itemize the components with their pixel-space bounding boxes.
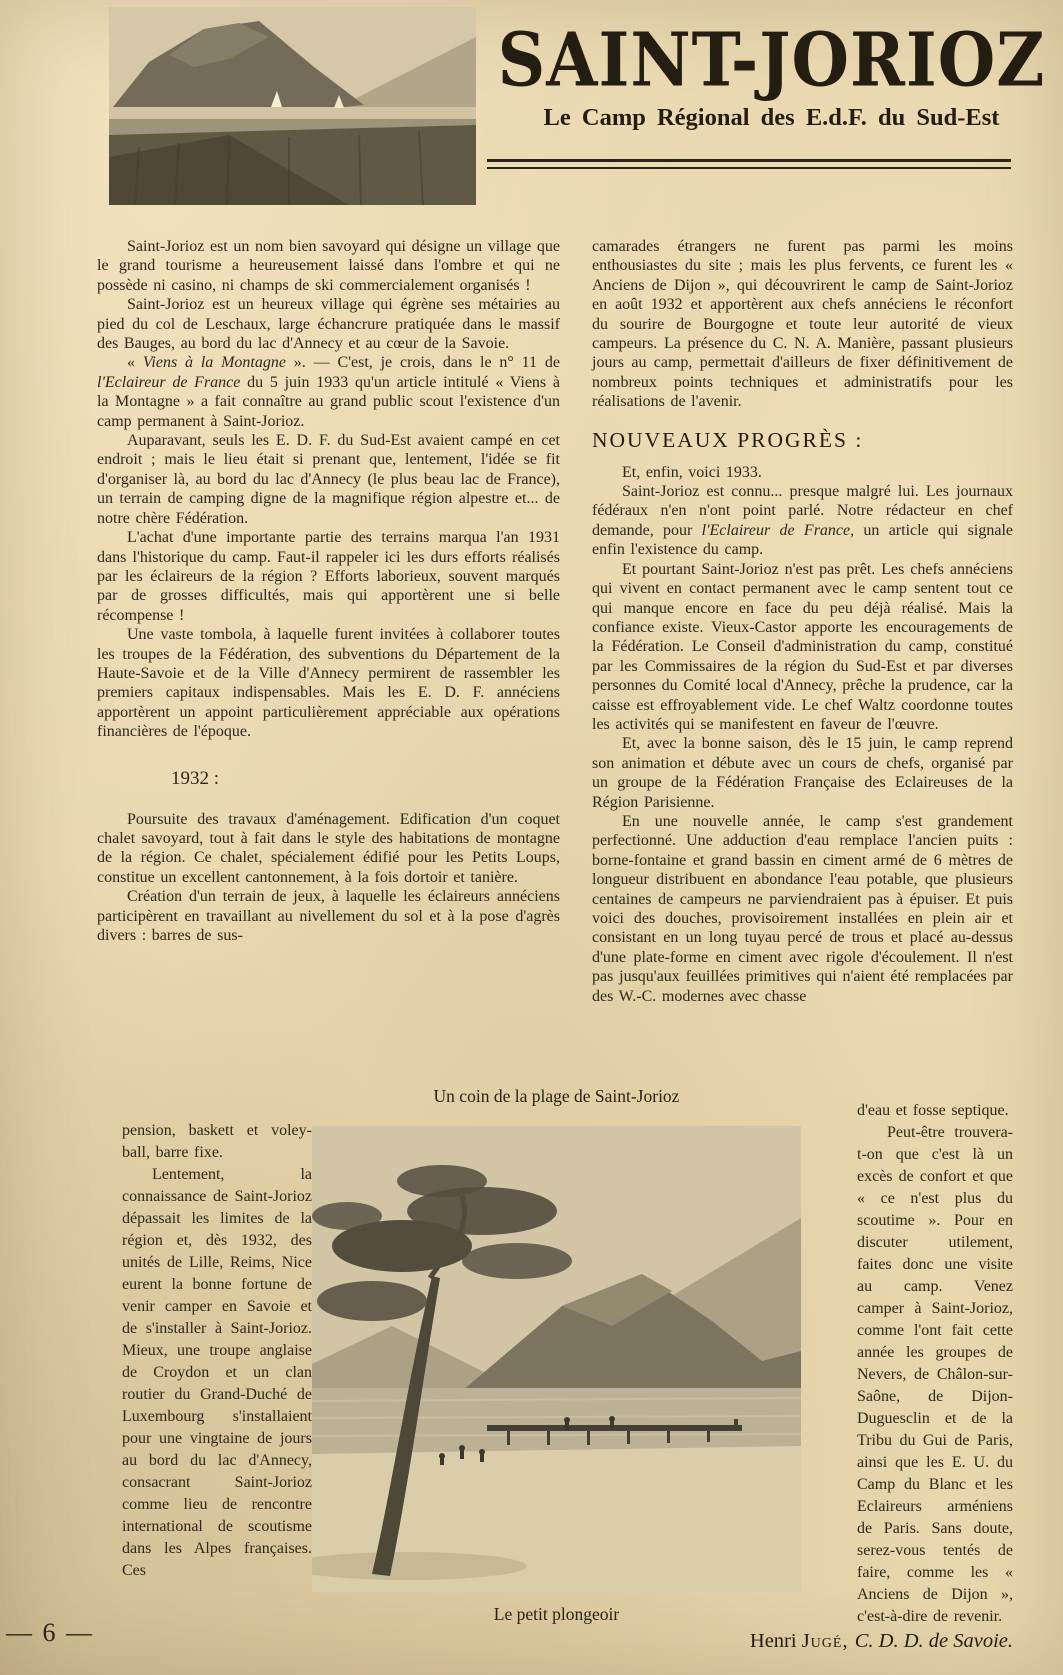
paragraph: Saint-Jorioz est connu... presque malgré lui. Les journaux fédéraux n'en n'ont point parlé. Notre rédacteur en chef demande, pour l'Eclaireur de France, un article qui signale enfin l'existence du camp. [592,483,1013,559]
beach-photo-art [312,1126,801,1592]
mountain-lake-photo [109,7,476,205]
article-subtitle: Le Camp Régional des E.d.F. du Sud-Est [543,104,1000,131]
paragraph: L'achat d'une importante partie des terrains marqua l'an 1931 dans l'historique du camp. Faut-il rappeler ici les durs efforts réalisés par les éclaireurs de la région ? Efforts laborieux, souvent marqués par de grosses difficultés, mais qui apportèrent une si belle récompense ! [97,529,560,624]
paragraph: Lentement, la connaissance de Saint-Jorioz dépassait les limites de la région et, dès 1932, des unités de Lille, Reims, Nice eurent la bonne fortune de venir camper en Savoie et de s'installer à Saint-Jorioz. Mieux, une troupe anglaise de Croydon et un clan routier du Grand-Duché de Luxembourg s'installaient pour une vingtaine de jours au bord du lac d'Annecy, consacrant Saint-Jorioz comme lieu de rencontre international de scoutisme dans les Alpes françaises. Ces [122,1166,312,1579]
paragraph: Et, avec la bonne saison, dès le 15 juin, le camp reprend son animation et débute avec un cours de chefs, organisé par un groupe de la Fédération Française des Eclaireuses de la Région Parisienne. [592,735,1013,811]
paragraph: Création d'un terrain de jeux, à laquelle les éclaireurs annéciens participèrent en travaillant au nivellement du sol et à la pose d'agrès divers : barres de sus- [97,888,560,944]
author-signature [493,1630,1013,1653]
column-left-wide [97,237,560,945]
header-double-rule [487,159,1011,169]
paragraph: Et pourtant Saint-Jorioz n'est pas prêt. Les chefs annéciens qui vivent en contact permanent avec le camp sentent tout ce qui manque encore en face du peu déjà réalisé. Mais la confiance existe. Vieux-Castor apporte les encouragements de la Fédération. Le Conseil d'administration du camp, constitué par les Commissaires de la région du Sud-Est et par diverses personnes du Comité local d'Annecy, prêche la prudence, car la caisse est effroyablement vide. Le chef Waltz coordonne toutes les activités qui se manifestent en faveur de l'œuvre. [592,560,1013,733]
paragraph: Saint-Jorioz est un heureux village qui égrène ses métairies au pied du col de Leschaux, large échancrure pratiquée dans le massif des Bauges, au bord du lac d'Annecy et au cœur de la Savoie. [97,296,560,353]
paragraph: pension, baskett et voley-ball, barre fixe. [122,1122,312,1161]
photo-caption-bottom: Le petit plongeoir [493,1604,620,1624]
page-title: SAINT-JORIOZ [497,16,1046,104]
paragraph: « Viens à la Montagne ». — C'est, je crois, dans le n° 11 de l'Eclaireur de France du 5 juin 1933 qu'un article intitulé « Viens à la Montagne » a fait connaître au grand public scout l'existence d'un camp permanent à Saint-Jorioz. [97,354,560,430]
author-last-name: Jugé, [801,1630,855,1652]
page-number: — 6 — [6,1618,94,1647]
paragraph: Peut-être trouvera-t-on que c'est là un excès de confort et que « ce n'est plus du scoutime ». Pour en discuter utilement, faites donc une visite au camp. Venez camper à Saint-Jorioz, comme l'ont fait cette année les groupes de Nevers, de Châlon-sur-Saône, de Dijon-Duguesclin et de la Tribu du Gui de Paris, ainsi que les E. U. du Camp du Blanc et les Eclaireurs arméniens de Paris. Sans doute, serez-vous tentés de faire, comme les « Anciens de Dijon », c'est-à-dire de revenir. [857,1124,1013,1625]
column-heading: 1932 : [171,767,220,789]
column-right-narrow [857,1100,1013,1628]
paragraph: En une nouvelle année, le camp s'est grandement perfectionné. Une adduction d'eau remplace l'ancien puits : borne-fontaine et grand bassin en ciment armé de 6 mètres de longueur distribuent en abondance l'eau potable, que plusieurs centaines de campeurs ne parviendraient pas à épuiser. Et puis voici des douches, provisoirement installées en plein air et consistant en un long tuyau percé de trous et placé au-dessus d'une plate-forme en ciment avec rigole d'écoulement. Il n'est pas jusqu'aux feuillées primitives qui n'aient été remplacées par des W.-C. modernes avec chasse [592,812,1013,1005]
paragraph: Et, enfin, voici 1933. [622,463,762,481]
column-right-wide [592,237,1013,1006]
column-heading: NOUVEAUX PROGRÈS : [592,427,864,452]
paragraph: Une vaste tombola, à laquelle furent invitées à collaborer toutes les troupes de la Fédération, des subventions du Département de la Haute-Savoie et de la Ville d'Annecy permirent de rassembler les premiers capitaux indispensables. Mais les E. D. F. annéciens apportèrent un appoint particulièrement appréciable aux opérations financières de l'époque. [97,626,560,741]
paragraph: camarades étrangers ne furent pas parmi les moins enthousiastes du site ; mais les plus fervents, ce furent les « Anciens de Dijon », qui découvrirent le camp de Saint-Jorioz en août 1932 et apportèrent aux chefs annéciens le réconfort du sourire de Bourgogne et toute leur autorité de vieux campeurs. La présence du C. N. A. Manière, passant plusieurs jours au camp, permettait d'ailleurs de fixer définitivement de nombreux points techniques et administratifs pour les réalisations de l'avenir. [592,238,1013,411]
column-left-narrow [122,1120,312,1582]
photo-caption-top: Un coin de la plage de Saint-Jorioz [433,1086,680,1106]
paragraph: d'eau et fosse septique. [857,1102,1009,1119]
paragraph: Saint-Jorioz est un nom bien savoyard qui désigne un village que le grand tourisme a heureusement laissé dans l'ombre et qui ne possède ni casino, ni champs de ski commercialement organisés ! [97,238,560,294]
paragraph: Auparavant, seuls les E. D. F. du Sud-Est avaient campé en cet endroit ; mais le lieu était si prenant que, lentement, l'idée se fit d'organiser là, au bord du lac d'Annecy (le plus beau lac de France), un terrain de camping digne de la magnifique région alpestre et... de notre chère Fédération. [97,432,560,527]
paragraph: Poursuite des travaux d'aménagement. Edification d'un coquet chalet savoyard, tout à fait dans le style des habitations de montagne de la région. Ce chalet, spécialement édifié pour les Petits Loups, constitue un excellent cantonnement, à la fois dortoir et tanière. [97,810,560,886]
article-header [480,16,1063,132]
mountain-lake-photo-art [109,7,476,205]
author-role: C. D. D. de Savoie. [854,1630,1013,1652]
beach-photo [312,1126,801,1592]
author-first-name: Henri [749,1630,802,1652]
